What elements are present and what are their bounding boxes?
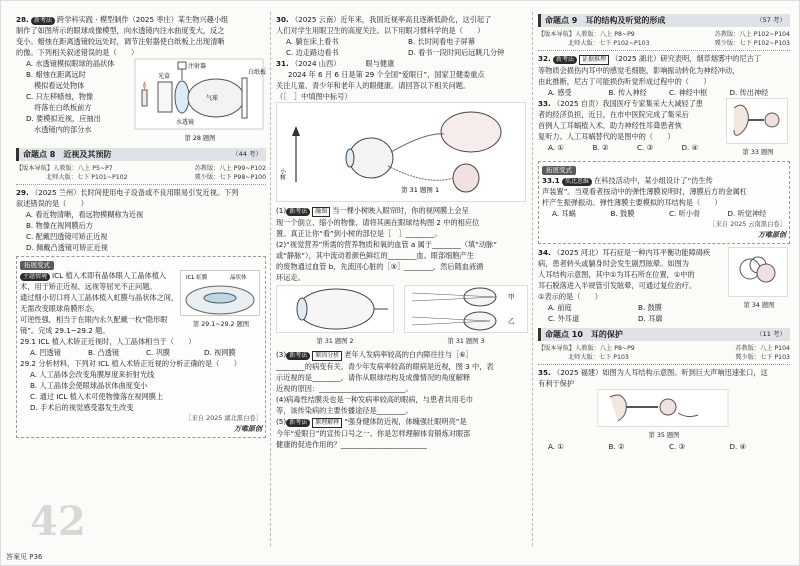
icl-eye-figure — [180, 270, 260, 316]
white-board-icon — [242, 78, 247, 118]
water-lens-icon — [175, 81, 189, 113]
section-header-10: 命题点 10 耳的保护 （11 考） — [538, 328, 790, 341]
ear-figure-33 — [726, 98, 788, 144]
brand-logo: 万唯原创 — [234, 425, 262, 433]
column-right — [538, 14, 790, 546]
svg-text:注射器: 注射器 — [188, 63, 207, 70]
option-b: B. 长时间看电子屏幕 — [408, 37, 476, 46]
question-33: 33. （2025 自贡）我国医疗专家集采大大减轻了患 者的经济负担，近日，在市中医院完成了集采后 首例人工耳蜗植入术，助力神经性耳聋患者恢 复听力。人工耳蜗替代的是图中的（ ） A. ① B. ② C. ③ D. ④ 第 33 题图 — [538, 98, 790, 158]
extension-variant-box: 拓展变式 主题情境 ICL 植入术即有晶体眼人工晶体植入术，用于矫正近视、远视等屈光不正问题。 通过细小切口将人工晶体植入虹膜与晶状体之间，无需改变眼球角膜形态， 可逆性强，相当于在眼内永久配戴一枚“隐形眼镜”。完成 29.1~29.2 题。 ICL 虹膜 晶状体 第 29.1~29.2 题图 29.1 ICL 植入术矫正近视时，人工晶体相当于（ ） A. 凹透镜 B. 凸透镜 C. 巩膜 D. 视网膜 29.2 分析材料，下列对 ICL 植入术矫正近视的分析正确的是（ ） A. 人工晶体会改变角膜厚度来折射光线 B. 人工晶体会使眼球晶状体曲度变小 C. 通过 ICL 植入术可使物像落在视网膜上 D. 手术后的视觉感受器发生改变 ［来自 2025 湖北黑白卷］ 万唯原创 — [16, 256, 266, 438]
question-35: 35. （2025 福建）如图为人耳结构示意图。听到巨大声响迅速张口，这 有利于保护 第 35 题图 A. ① B. ② C. ③ D. ④ — [538, 367, 790, 452]
question-31: 31. （2024 山西） 眼与健康 2024 年 6 月 6 日是第 29 个全国“爱眼日”，国家卫健委重点 关注儿童、青少年和老年人的眼健康。请回答以下相关问题。 （［ ］中填图中标号） 小树 第 31 题图 1 (1) 新考法 融图 当一棵小树映入眼帘时，你的视网膜上会呈 现一个倒立、缩小的物像，请将其画在眼球结构图 2 中的相应位 置。真正让你“看”到小树的部位是［ ］________。 (2)“视觉营养”所需的营养物质和氧的血管 a 属于________（填“动脉” 或“静脉”），其中流动着颜色鲜红的________血。眼部细胞产生 的废物通过血管 b，先流回心脏的［⑤］________，然后随血液循 环运走。 第 31 题图 2 甲 乙 第 31 题图 3 (3) 新考法 原因分析 老年人发病率较高的白内障往往与［⑥］ ________的病变有关。青少年发病率较高的眼病是近视，图 3 中，表 示近视的是________。请你从眼球结构及成像情况的角度解释 近视的原因：________________________。 (4)病毒性结膜炎也是一种发病率较高的眼病，与患者共用毛巾 等，该传染病的主要传播途径是________。 (5) 新考法 原理解释 “强身健体防近视，体魄强壮眼明亮”是 今年“爱眼日”的宣传口号之一。你是怎样理解体育锻炼对眼部 健康的促进作用的？________________________ — [276, 58, 528, 450]
section-header-9: 命题点 9 耳的结构及听觉的形成 （57 考） — [538, 14, 790, 27]
column-middle — [276, 14, 528, 546]
question-32: 32. 新考法 证据推理 （2025 湖北）研究表明，烟草烟雾中的尼古丁 等物质会损伤内耳中的感觉毛细胞，影响振动转化为神经冲动， 由此推断，尼古丁可能损伤听觉形成过程中的（ ） A. 感受 B. 传入神经 C. 神经中枢 D. 传出神经 — [538, 54, 769, 97]
option-d: D. 看书一段时间后远眺几分钟 — [408, 48, 505, 57]
option-b: B. 蜡烛在距离远时 — [26, 70, 86, 79]
svg-text:白纸板: 白纸板 — [248, 69, 267, 76]
ear-figure-35 — [538, 389, 788, 427]
column-divider — [270, 12, 271, 546]
option-c: C. 只左移蜡烛，物像 — [26, 92, 94, 101]
syringe-icon — [178, 62, 186, 69]
section-header-8: 命题点 8 近视及其预防 （44 考） — [16, 148, 266, 161]
flame-icon — [144, 82, 146, 89]
svg-text:小树: 小树 — [278, 168, 286, 180]
svg-text:第 31 题图 1: 第 31 题图 1 — [401, 186, 440, 194]
option-d: D. 要模拟近视，应抽出 — [26, 114, 101, 123]
svg-text:乙: 乙 — [508, 317, 515, 325]
question-30: 30. （2025 云南）近年来，我国近视率高且逐渐低龄化，这引起了 人们对学生用眼卫生的高度关注。以下用眼习惯科学的是（ ） A. 躺在床上看书 B. 长时间看电子屏幕 C. 边走路边看书 D. 看书一段时间后远眺几分钟 — [276, 14, 528, 58]
svg-text:ICL 虹膜: ICL 虹膜 — [186, 275, 208, 281]
brand-logo: 万唯原创 — [758, 231, 786, 239]
page-number: 42 — [30, 498, 86, 545]
eyeball-structure-figure — [276, 285, 394, 333]
eyeball-icon — [349, 138, 393, 178]
option-a: A. 水透镜模拟眼球的晶状体 — [26, 59, 115, 68]
column-left — [16, 14, 266, 546]
option-b: B. 物像在视网膜后方 — [26, 221, 94, 230]
version-guide: 【版本导航】人教版：八上 P8~P9 苏教版：八上 P104 北师大版：七下 P103 冀少版：七下 P103 — [538, 344, 790, 365]
question-29-2: 29.2 分析材料，下列对 ICL 植入术矫正近视的分析正确的是（ ） — [20, 359, 241, 368]
version-guide: 【版本导航】人教版：八上 P5~P7 苏教版：八上 P99~P102 北师大版：七下 P101~P102 冀少版：七下 P98~P100 — [16, 164, 266, 185]
question-29-1: 29.1 ICL 植入术矫正近视时，人工晶体相当于（ ） — [20, 337, 196, 346]
svg-text:水透镜: 水透镜 — [176, 119, 195, 126]
eye-brain-heart-figure — [276, 102, 526, 202]
option-a: A. 躺在床上看书 — [286, 37, 339, 46]
candle-icon — [142, 90, 147, 106]
heart-icon — [453, 164, 479, 192]
cochlea-icon — [765, 113, 779, 127]
extension-variant-box: 拓展变式 33.1 奖比思维 在科技活动中，某小组设计了“仿生传 声装置”。当观看者按动中的弹性薄膜说明时，薄膜后方的金属杠 杆产生振弹振动。弹性薄膜主要模拟的耳结构是（ ） A. 耳蜗 B. 鼓膜 C. 听小骨 D. 听觉神经 ［来自 2025 云南黑白卷］ 万唯原创 — [538, 161, 790, 244]
brain-icon — [441, 112, 501, 152]
ear-figure-34 — [728, 247, 788, 297]
answer-reference: 答案见 P36 — [6, 553, 43, 561]
svg-text:甲: 甲 — [508, 293, 515, 301]
eye-model-figure — [134, 58, 267, 130]
svg-text:气球: 气球 — [206, 95, 219, 102]
question-34: 34. （2025 河北）耳石症是一种内耳平衡功能障碍疾 病，患者转头或躺身时会发生剧烈眩晕。如图为 人耳结构示意图，其中①为耳石所在位置，①中的 耳石脱落进入半规管引发眩晕，可通过复位治疗。 ①表示的是（ ） A. 前庭 B. 鼓膜 C. 外耳道 D. 耳廓 第 34 题图 — [538, 247, 790, 324]
source-note: ［来自 2025 湖北黑白卷］ — [185, 415, 262, 422]
option-d: D. 佩戴凸透镜可矫正近视 — [26, 243, 108, 252]
version-guide: 【版本导航】人教版：八上 P8~P9 苏教版：八上 P102~P104 北师大版：七下 P102~P103 冀少版：七下 P102~P103 — [538, 30, 790, 51]
svg-text:晶状体: 晶状体 — [230, 275, 247, 281]
question-28: 28. 新考法 跨学科实践 · 模型制作（2025 枣庄）某生物兴趣小组 制作了如图所示的眼球成像模型，向水透镜内注水曲度变大，反之 变小。蜡烛在距离透镜较远处时，调节注射器使白纸板上出现清晰 的像。下列相关叙述错误的是（ ） A. 水透镜模拟眼球的晶状体 B. 蜡烛在距离远时 模拟看远处物体 C. 只左移蜡烛，物像 将落在白纸板前方 D. 要模拟近视，应抽出 水透镜内的部分水 注射器 光盒 水透镜 气球 白纸板 第 28 题图 — [16, 15, 267, 142]
option-a: A. 看近物清晰，看远物模糊称为近视 — [26, 210, 144, 219]
column-divider — [532, 12, 533, 546]
option-c: C. 边走路边看书 — [286, 48, 339, 57]
question-29: 29. （2025 兰州）长时间使用电子设备或不良用眼易引发近视。下列 叙述错误的是（ ） A. 看近物清晰，看远物模糊称为近视 B. 物像在视网膜后方 C. 配戴凹透镜可矫正近视 D. 佩戴凸透镜可矫正近视 — [16, 187, 266, 253]
new-method-tag: 新考法 — [31, 17, 55, 25]
option-c: C. 配戴凹透镜可矫正近视 — [26, 232, 108, 241]
myopia-comparison-figure — [404, 285, 528, 333]
svg-text:光盒: 光盒 — [158, 73, 171, 80]
